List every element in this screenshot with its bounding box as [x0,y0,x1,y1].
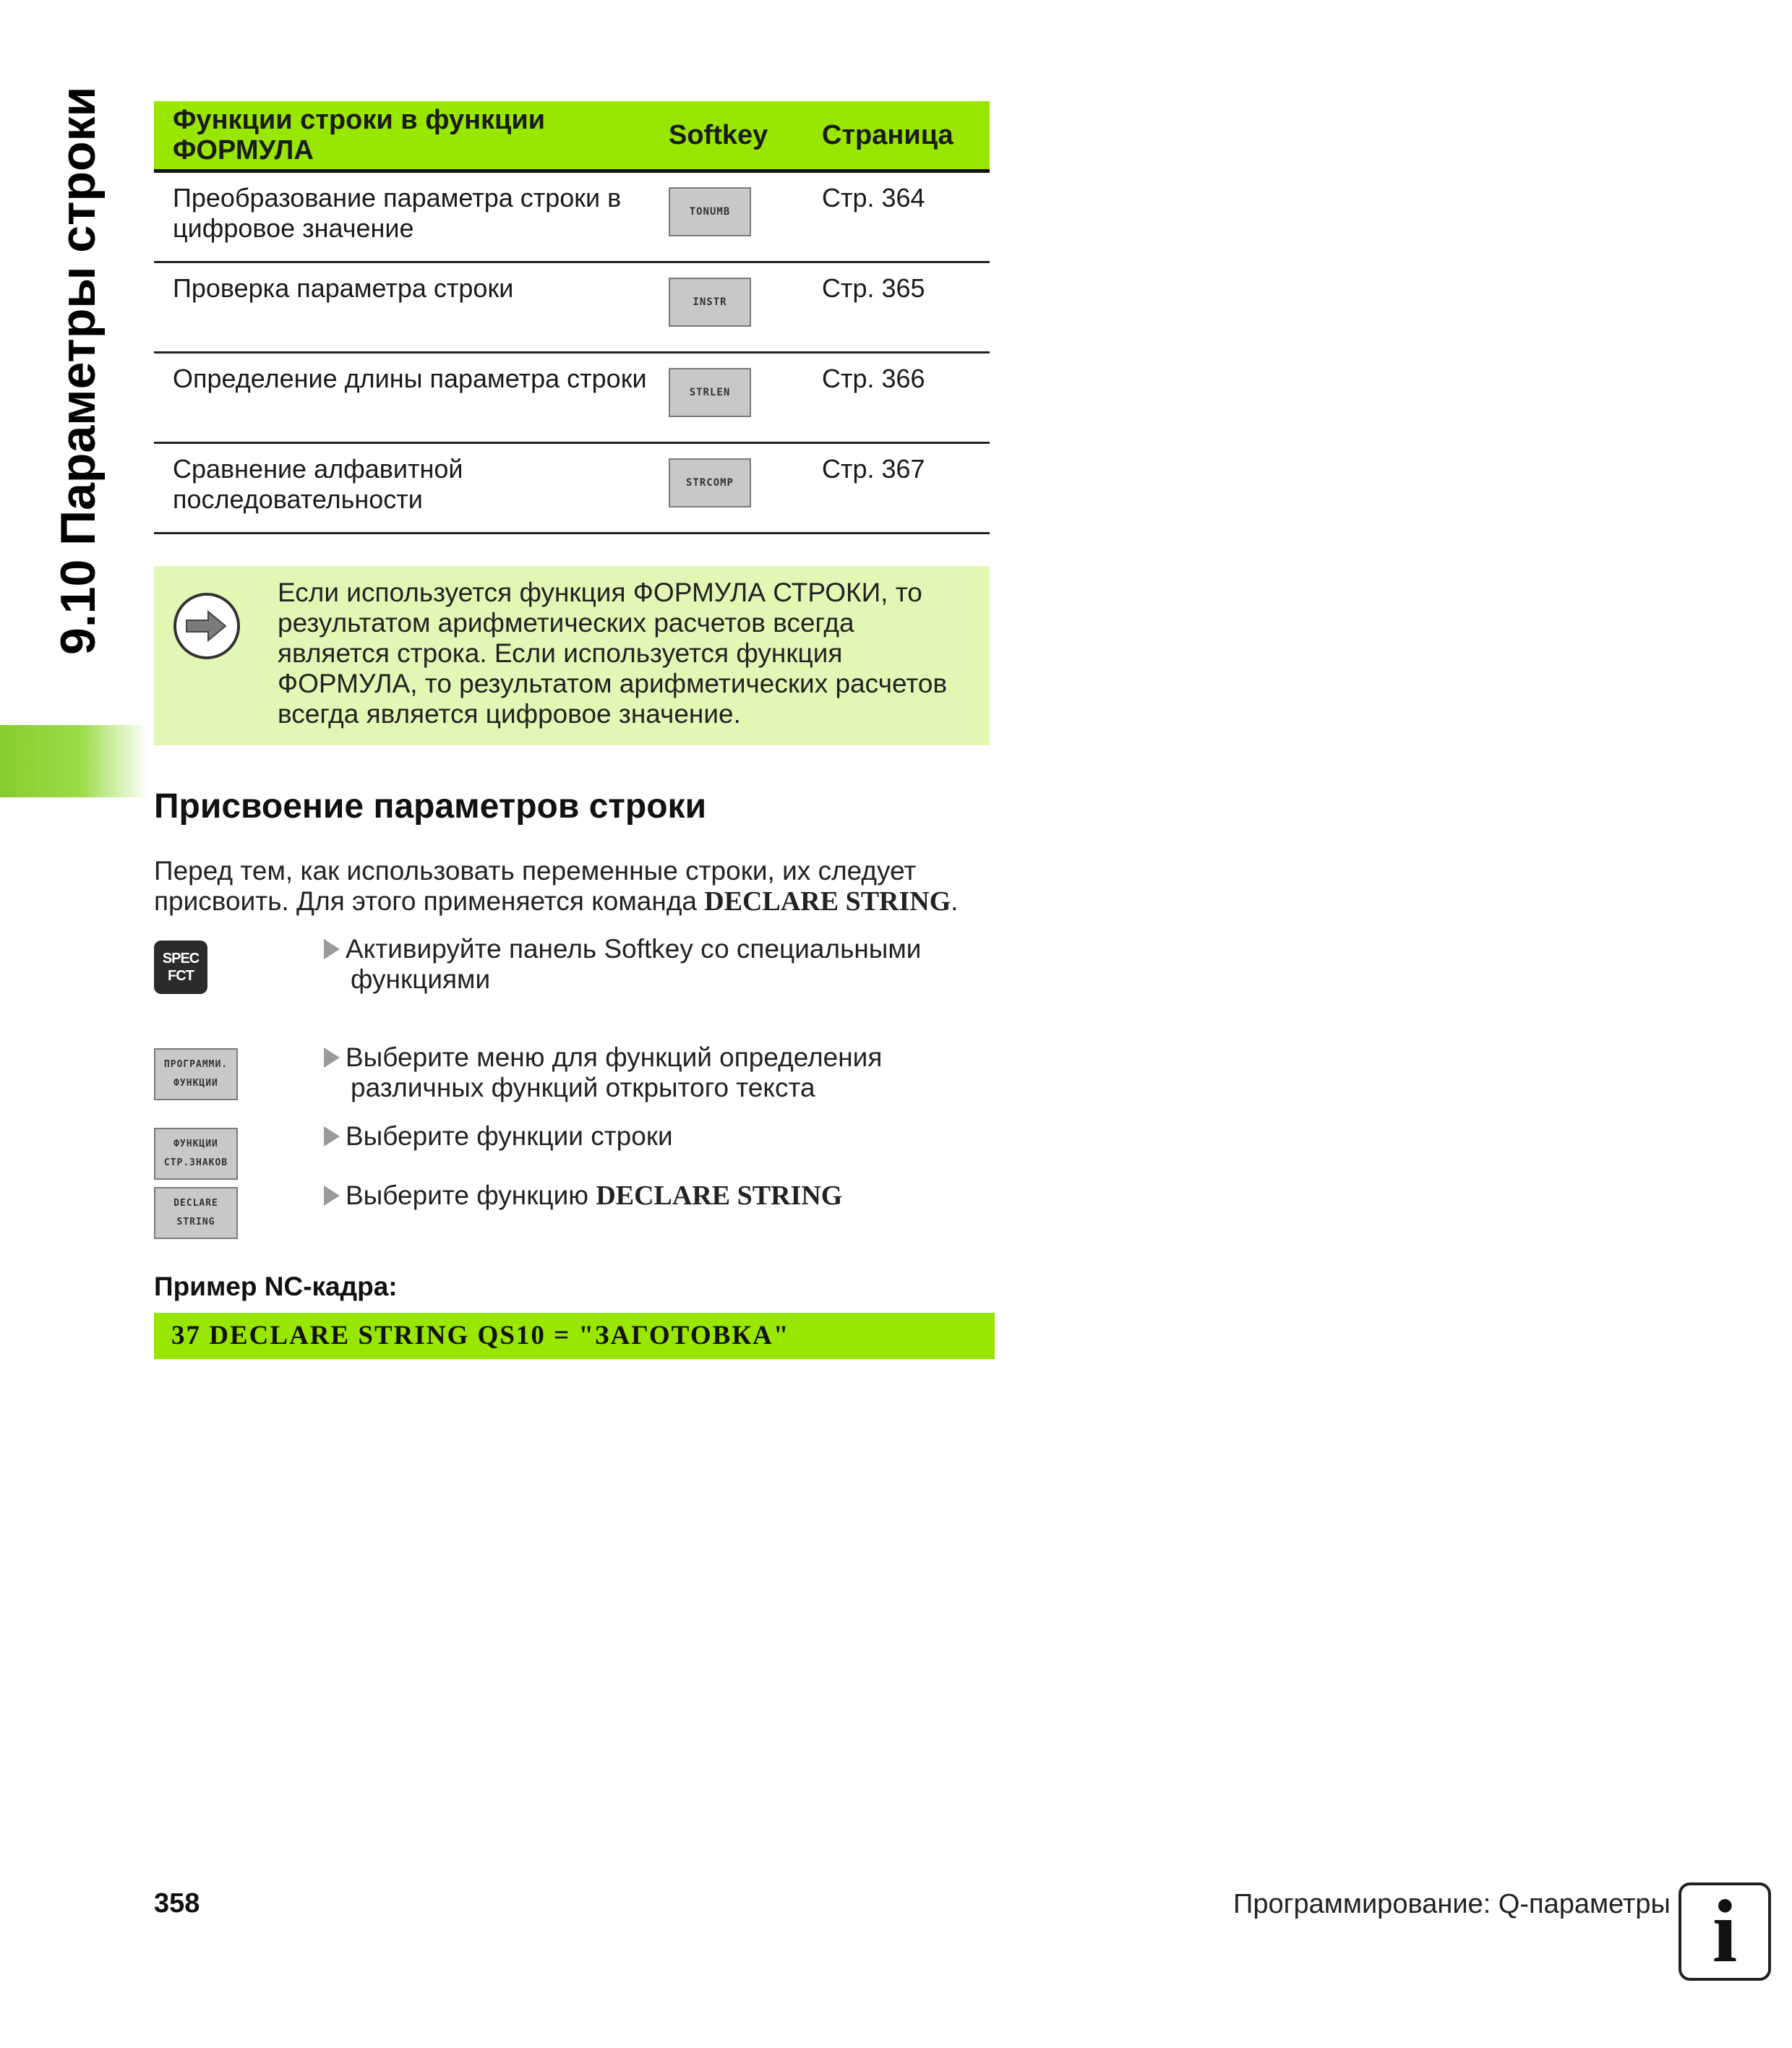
step-arrow-icon [324,939,340,959]
row-page: Стр. 364 [822,183,925,213]
softkey-label-2: STRING [176,1217,215,1227]
row-function: Преобразование параметра строки в цифровое значение [173,183,622,243]
intro-end: . [951,886,959,916]
softkey-strcomp[interactable]: STRCOMP [669,458,751,507]
footer-title: Программирование: Q-параметры [1233,1889,1671,1919]
table-row [154,444,990,534]
intro-text: Перед тем, как использовать переменные строки, их следует присвоить. Для этого применяется команда [154,856,917,916]
step-4 [324,1181,974,1211]
step-command: DECLARE STRING [596,1181,843,1211]
spec-fct-label-2: FCT [168,968,194,984]
row-function: Сравнение алфавитной последовательности [173,454,463,514]
softkey-label-1: ПРОГРАММИ. [163,1059,228,1070]
step-text-cont: функциями [351,964,491,994]
softkey-tonumb[interactable]: TONUMB [669,187,751,236]
row-page: Стр. 366 [822,364,925,393]
step-arrow-icon [324,1047,340,1068]
program-functions-softkey[interactable] [154,1048,238,1100]
step-text: Выберите меню для функций определения [346,1042,883,1072]
table-row [154,354,990,444]
softkey-label-2: СТР.ЗНАКОВ [163,1157,228,1168]
string-functions-table [154,101,990,534]
step-arrow-icon [324,1126,340,1147]
softkey-label-1: ФУНКЦИИ [173,1139,218,1149]
page-number: 358 [154,1888,200,1919]
section-intro [154,856,1007,917]
intro-command: DECLARE STRING [704,886,951,917]
note-text: Если используется функция ФОРМУЛА СТРОКИ, то результатом арифметических расчетов всегда является строка. Если используется функция ФОРМУЛА, то результатом арифметических расчетов всегда является цифровое значение. [278,578,948,729]
softkey-label-2: ФУНКЦИИ [173,1078,218,1089]
table-row [154,263,990,354]
header-page: Страница [822,119,953,150]
step-1 [324,934,974,995]
note-box [154,566,990,745]
softkey-label-1: DECLARE [173,1198,218,1209]
step-arrow-icon [324,1186,340,1206]
row-page: Стр. 365 [822,273,925,303]
section-title: Присвоение параметров строки [154,787,707,826]
string-functions-softkey[interactable] [154,1128,238,1180]
softkey-instr[interactable]: INSTR [669,278,751,327]
declare-string-softkey[interactable] [154,1187,238,1239]
row-page: Стр. 367 [822,454,925,484]
example-label: Пример NC-кадра: [154,1272,398,1301]
header-softkey: Softkey [669,119,768,150]
row-function: Проверка параметра строки [173,273,514,303]
info-icon: i [1679,1882,1771,1981]
spec-fct-label-1: SPEC [162,951,200,967]
softkey-strlen[interactable]: STRLEN [669,368,751,417]
table-header [154,101,990,173]
row-function: Определение длины параметра строки [173,364,647,393]
nc-code-text: 37 DECLARE STRING QS10 = "ЗАГОТОВКА" [171,1321,790,1350]
table-row [154,173,990,263]
chapter-title: 9.10 Параметры строки [51,86,106,655]
step-3 [324,1121,974,1152]
spec-fct-key[interactable] [154,941,207,994]
step-text-cont: различных функций открытого текста [351,1073,815,1102]
step-text: Активируйте панель Softkey со специальными [346,934,922,964]
step-2 [324,1042,974,1103]
chapter-tab-marker [0,725,148,797]
step-text: Выберите функцию [346,1181,589,1210]
step-text: Выберите функции строки [346,1121,673,1151]
header-function: Функции строки в функции ФОРМУЛА [173,105,546,166]
nc-code-block [154,1313,995,1359]
arrow-right-icon [173,593,240,659]
